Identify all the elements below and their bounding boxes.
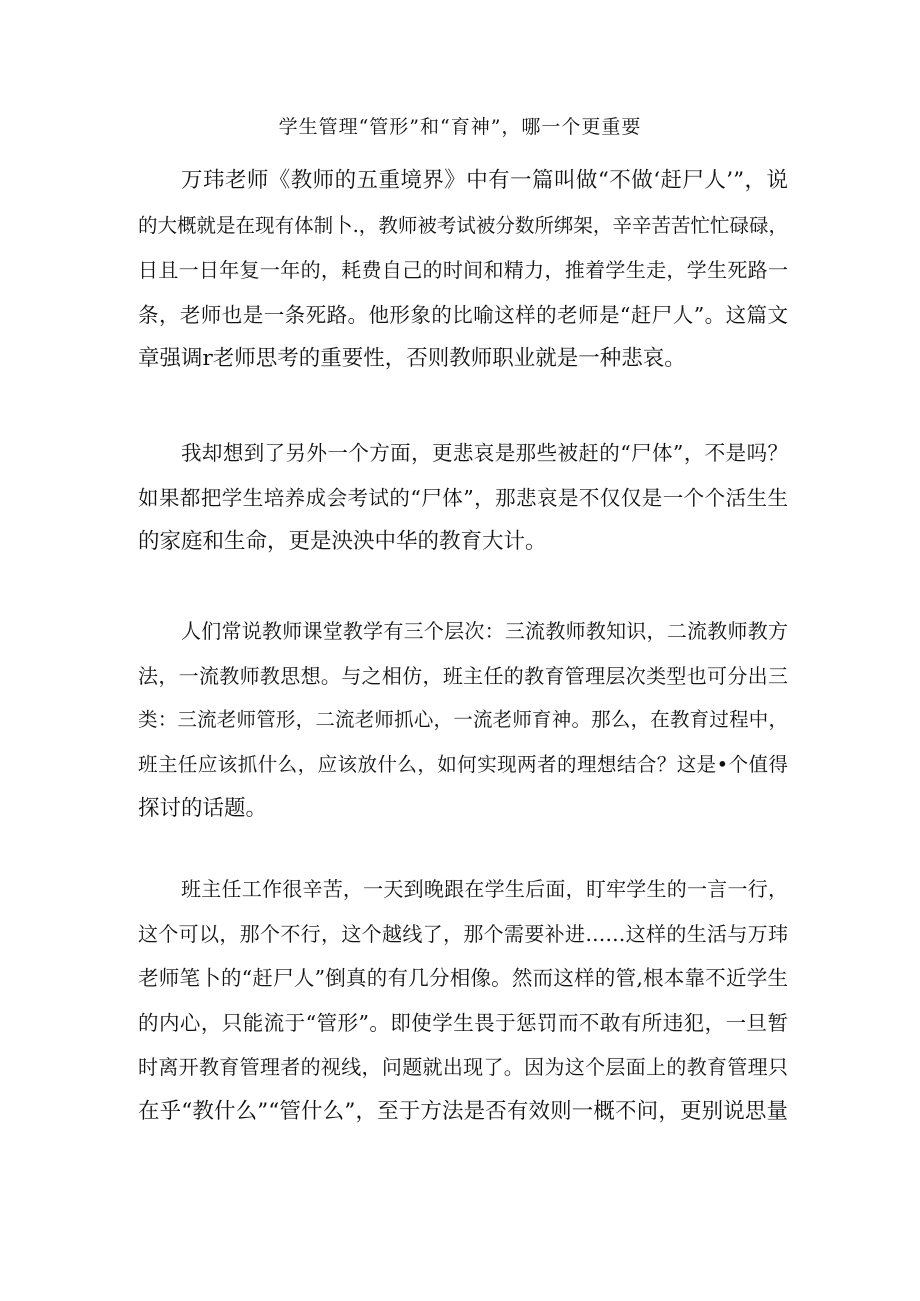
paragraph-line: 人们常说教师课堂教学有三个层次：三流教师教知识，二流教师教方 <box>181 619 788 643</box>
paragraph-line: 班主任应该抓什么，应该放什么，如何实现两者的理想结合？这是•个值得 <box>138 752 788 776</box>
paragraph-line: 探讨的话题。 <box>138 796 268 821</box>
paragraph-line: 时离开教育管理者的视线，问题就出现了。因为这个层面上的教育管理只 <box>138 1055 788 1079</box>
paragraph-2 <box>138 431 788 565</box>
paragraph-line: 在乎“教什么”“管什么”，至于方法是否有效则一概不问，更别说思量 <box>138 1098 788 1124</box>
paragraph-line: 章强调r老师思考的重要性，否则教师职业就是一种悲哀。 <box>138 346 686 371</box>
paragraph-line: 班主任工作很辛苦，一天到晚跟在学生后面，盯牢学生的一言一行， <box>181 877 788 901</box>
paragraph-line: 的家庭和生命，更是泱泱中华的教育大计。 <box>138 529 547 554</box>
paragraph-line: 万玮老师《教师的五重境界》中有一篇叫做“不做‘赶尸人’”，说 <box>181 168 788 193</box>
paragraph-line: 老师笔卜的“赶尸人”倒真的有几分相像。然而这样的管,根本靠不近学生 <box>138 966 788 990</box>
paragraph-line: 的大概就是在现有体制卜.，教师被考试被分数所绑架，辛辛苦苦忙忙碌碌， <box>138 213 788 237</box>
paragraph-line: 如果都把学生培养成会考试的“尸体”，那悲哀是不仅仅是一个个活生生 <box>138 485 788 510</box>
paragraph-4 <box>138 867 788 1134</box>
paragraph-line: 法，一流教师教思想。与之相仿，班主任的教育管理层次类型也可分出三 <box>138 663 788 688</box>
paragraph-3 <box>138 609 788 832</box>
paragraph-line: 的内心，只能流于“管形”。即使学生畏于惩罚而不敢有所违犯，一旦暂 <box>138 1010 788 1035</box>
paragraph-line: 日且一日年复一年的，耗费自己的时间和精力，推着学生走，学生死路一 <box>138 258 788 282</box>
paragraph-line: 类：三流老师管形，二流老师抓心，一流老师育神。那么，在教育过程中， <box>138 708 788 731</box>
paragraph-line: 我却想到了另外一个方面，更悲哀是那些被赶的“尸体”，不是吗？ <box>181 441 788 465</box>
paragraph-line: 这个可以，那个不行，这个越线了，那个需要补进……这样的生活与万玮 <box>138 921 788 946</box>
paragraph-line: 条，老师也是一条死路。他形象的比喻这样的老师是“赶尸人”。这篇文 <box>138 302 788 327</box>
paragraph-1 <box>138 159 788 382</box>
document-title: 学生管理“管形”和“育神”，哪一个更重要 <box>278 116 642 138</box>
